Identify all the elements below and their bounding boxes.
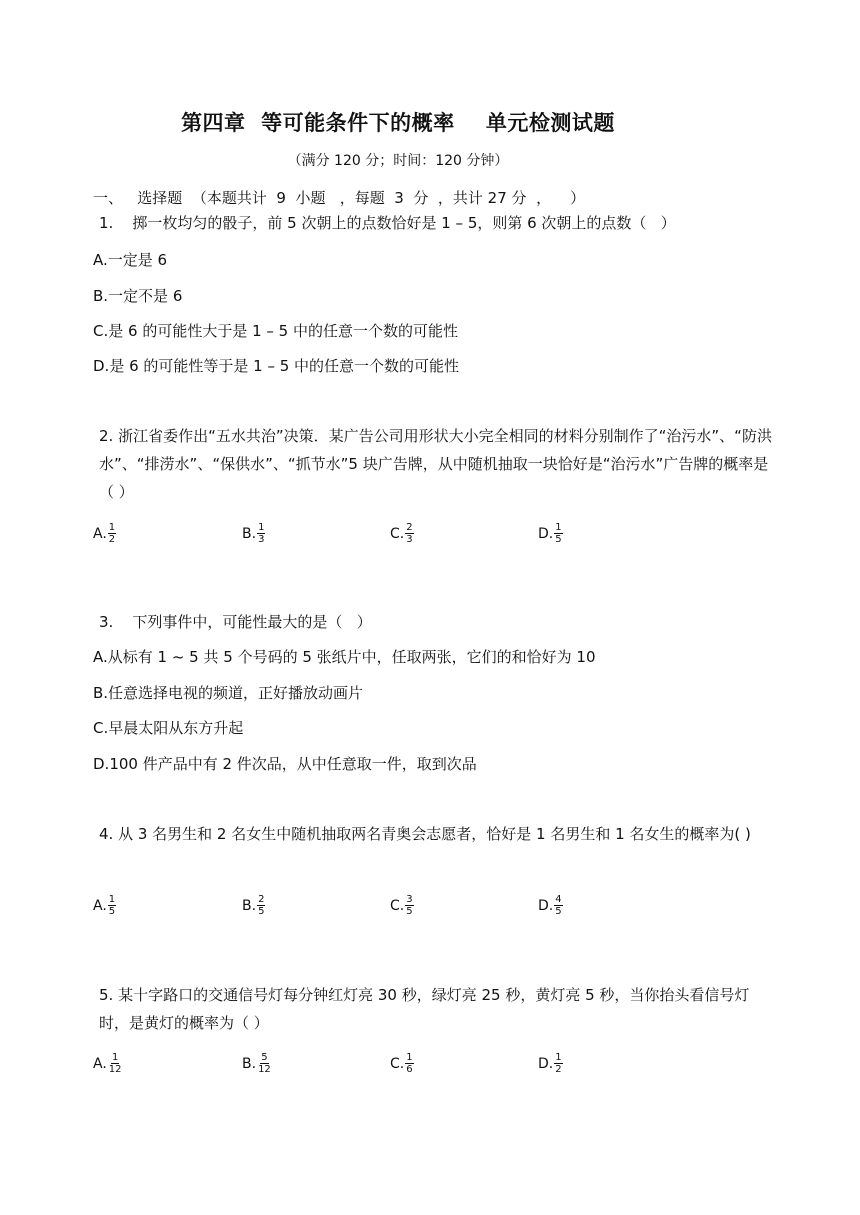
fraction xyxy=(257,1052,272,1075)
denominator: 5 xyxy=(555,534,562,545)
option-letter: B. xyxy=(242,525,257,542)
q4-option-d xyxy=(538,894,563,917)
numerator: 2 xyxy=(406,522,413,533)
q3-option-a: A.从标有 1 ~ 5 共 5 个号码的 5 张纸片中，任取两张，它们的和恰好为 10 xyxy=(93,648,596,666)
numerator: 1 xyxy=(406,1052,413,1063)
fraction xyxy=(257,894,265,917)
numerator: 1 xyxy=(111,1052,119,1063)
option-letter: B. xyxy=(242,897,257,914)
denominator: 5 xyxy=(555,906,562,917)
question-4: 4. 从 3 名男生和 2 名女生中随机抽取两名青奥会志愿者，恰好是 1 名男生和 1 名女生的概率为( ) xyxy=(99,825,751,843)
q2-option-c xyxy=(390,522,414,545)
fraction xyxy=(554,522,562,545)
denominator: 3 xyxy=(406,534,413,545)
option-letter: A. xyxy=(93,1055,107,1072)
option-letter: C. xyxy=(390,1055,405,1072)
denominator: 6 xyxy=(406,1064,413,1075)
numerator: 4 xyxy=(555,894,562,905)
q5-option-b xyxy=(242,1052,272,1075)
q4-option-c xyxy=(390,894,414,917)
numerator: 1 xyxy=(555,522,562,533)
option-letter: A. xyxy=(93,897,107,914)
fraction xyxy=(405,894,413,917)
q4-option-a xyxy=(93,894,116,917)
numerator: 1 xyxy=(108,522,116,533)
q5-option-c xyxy=(390,1052,414,1075)
fraction xyxy=(108,894,116,917)
denominator: 2 xyxy=(108,534,116,545)
fraction xyxy=(405,1052,413,1075)
option-letter: D. xyxy=(538,897,554,914)
fraction xyxy=(554,894,562,917)
denominator: 5 xyxy=(258,906,265,917)
q3-option-d: D.100 件产品中有 2 件次品，从中任意取一件，取到次品 xyxy=(93,755,477,773)
question-2: 2. 浙江省委作出“五水共治”决策．某广告公司用形状大小完全相同的材料分别制作了“治污水”、“防洪水”、“排涝水”、“保供水”、“抓节水”5 块广告牌，从中随机抽取一块恰好是“治污水”广告牌的概率是（ ） xyxy=(99,427,772,501)
option-letter: D. xyxy=(538,1055,554,1072)
q1-option-c: C.是 6 的可能性大于是 1 – 5 中的任意一个数的可能性 xyxy=(93,322,458,340)
fraction xyxy=(257,522,265,545)
question-5: 5. 某十字路口的交通信号灯每分钟红灯亮 30 秒，绿灯亮 25 秒，黄灯亮 5 秒，当你抬头看信号灯时，是黄灯的概率为（ ） xyxy=(99,986,750,1032)
fraction xyxy=(108,522,116,545)
denominator: 5 xyxy=(108,906,116,917)
q5-option-a xyxy=(93,1052,123,1075)
fraction xyxy=(405,522,413,545)
q2-option-d xyxy=(538,522,563,545)
denominator: 2 xyxy=(555,1064,562,1075)
q1-option-d: D.是 6 的可能性等于是 1 – 5 中的任意一个数的可能性 xyxy=(93,357,460,375)
q1-option-a: A.一定是 6 xyxy=(93,251,168,269)
numerator: 3 xyxy=(406,894,413,905)
numerator: 2 xyxy=(258,894,265,905)
numerator: 5 xyxy=(261,1052,268,1063)
denominator: 12 xyxy=(258,1064,271,1075)
option-letter: C. xyxy=(390,525,405,542)
q3-option-b: B.任意选择电视的频道，正好播放动画片 xyxy=(93,684,364,702)
numerator: 1 xyxy=(108,894,116,905)
q2-option-b xyxy=(242,522,265,545)
numerator: 1 xyxy=(258,522,265,533)
section-heading: 一、 选择题 （本题共计 9 小题 ，每题 3 分 ，共计 27 分 ， ） xyxy=(93,189,586,207)
option-letter: D. xyxy=(538,525,554,542)
denominator: 5 xyxy=(406,906,413,917)
q3-option-c: C.早晨太阳从东方升起 xyxy=(93,719,244,737)
denominator: 12 xyxy=(108,1064,122,1075)
numerator: 1 xyxy=(555,1052,562,1063)
q5-option-d xyxy=(538,1052,563,1075)
page-title: 第四章 等可能条件下的概率 单元检测试题 xyxy=(181,111,615,135)
question-3: 3. 下列事件中，可能性最大的是（ ） xyxy=(99,613,372,631)
page-subtitle: （满分 120 分；时间：120 分钟） xyxy=(287,153,509,169)
denominator: 3 xyxy=(258,534,265,545)
fraction xyxy=(108,1052,123,1075)
option-letter: A. xyxy=(93,525,107,542)
fraction xyxy=(554,1052,562,1075)
option-letter: C. xyxy=(390,897,405,914)
q4-option-b xyxy=(242,894,265,917)
option-letter: B. xyxy=(242,1055,257,1072)
q2-option-a xyxy=(93,522,116,545)
question-1: 1. 掷一枚均匀的骰子，前 5 次朝上的点数恰好是 1 – 5，则第 6 次朝上的点数（ ） xyxy=(99,214,676,232)
q1-option-b: B.一定不是 6 xyxy=(93,287,183,305)
